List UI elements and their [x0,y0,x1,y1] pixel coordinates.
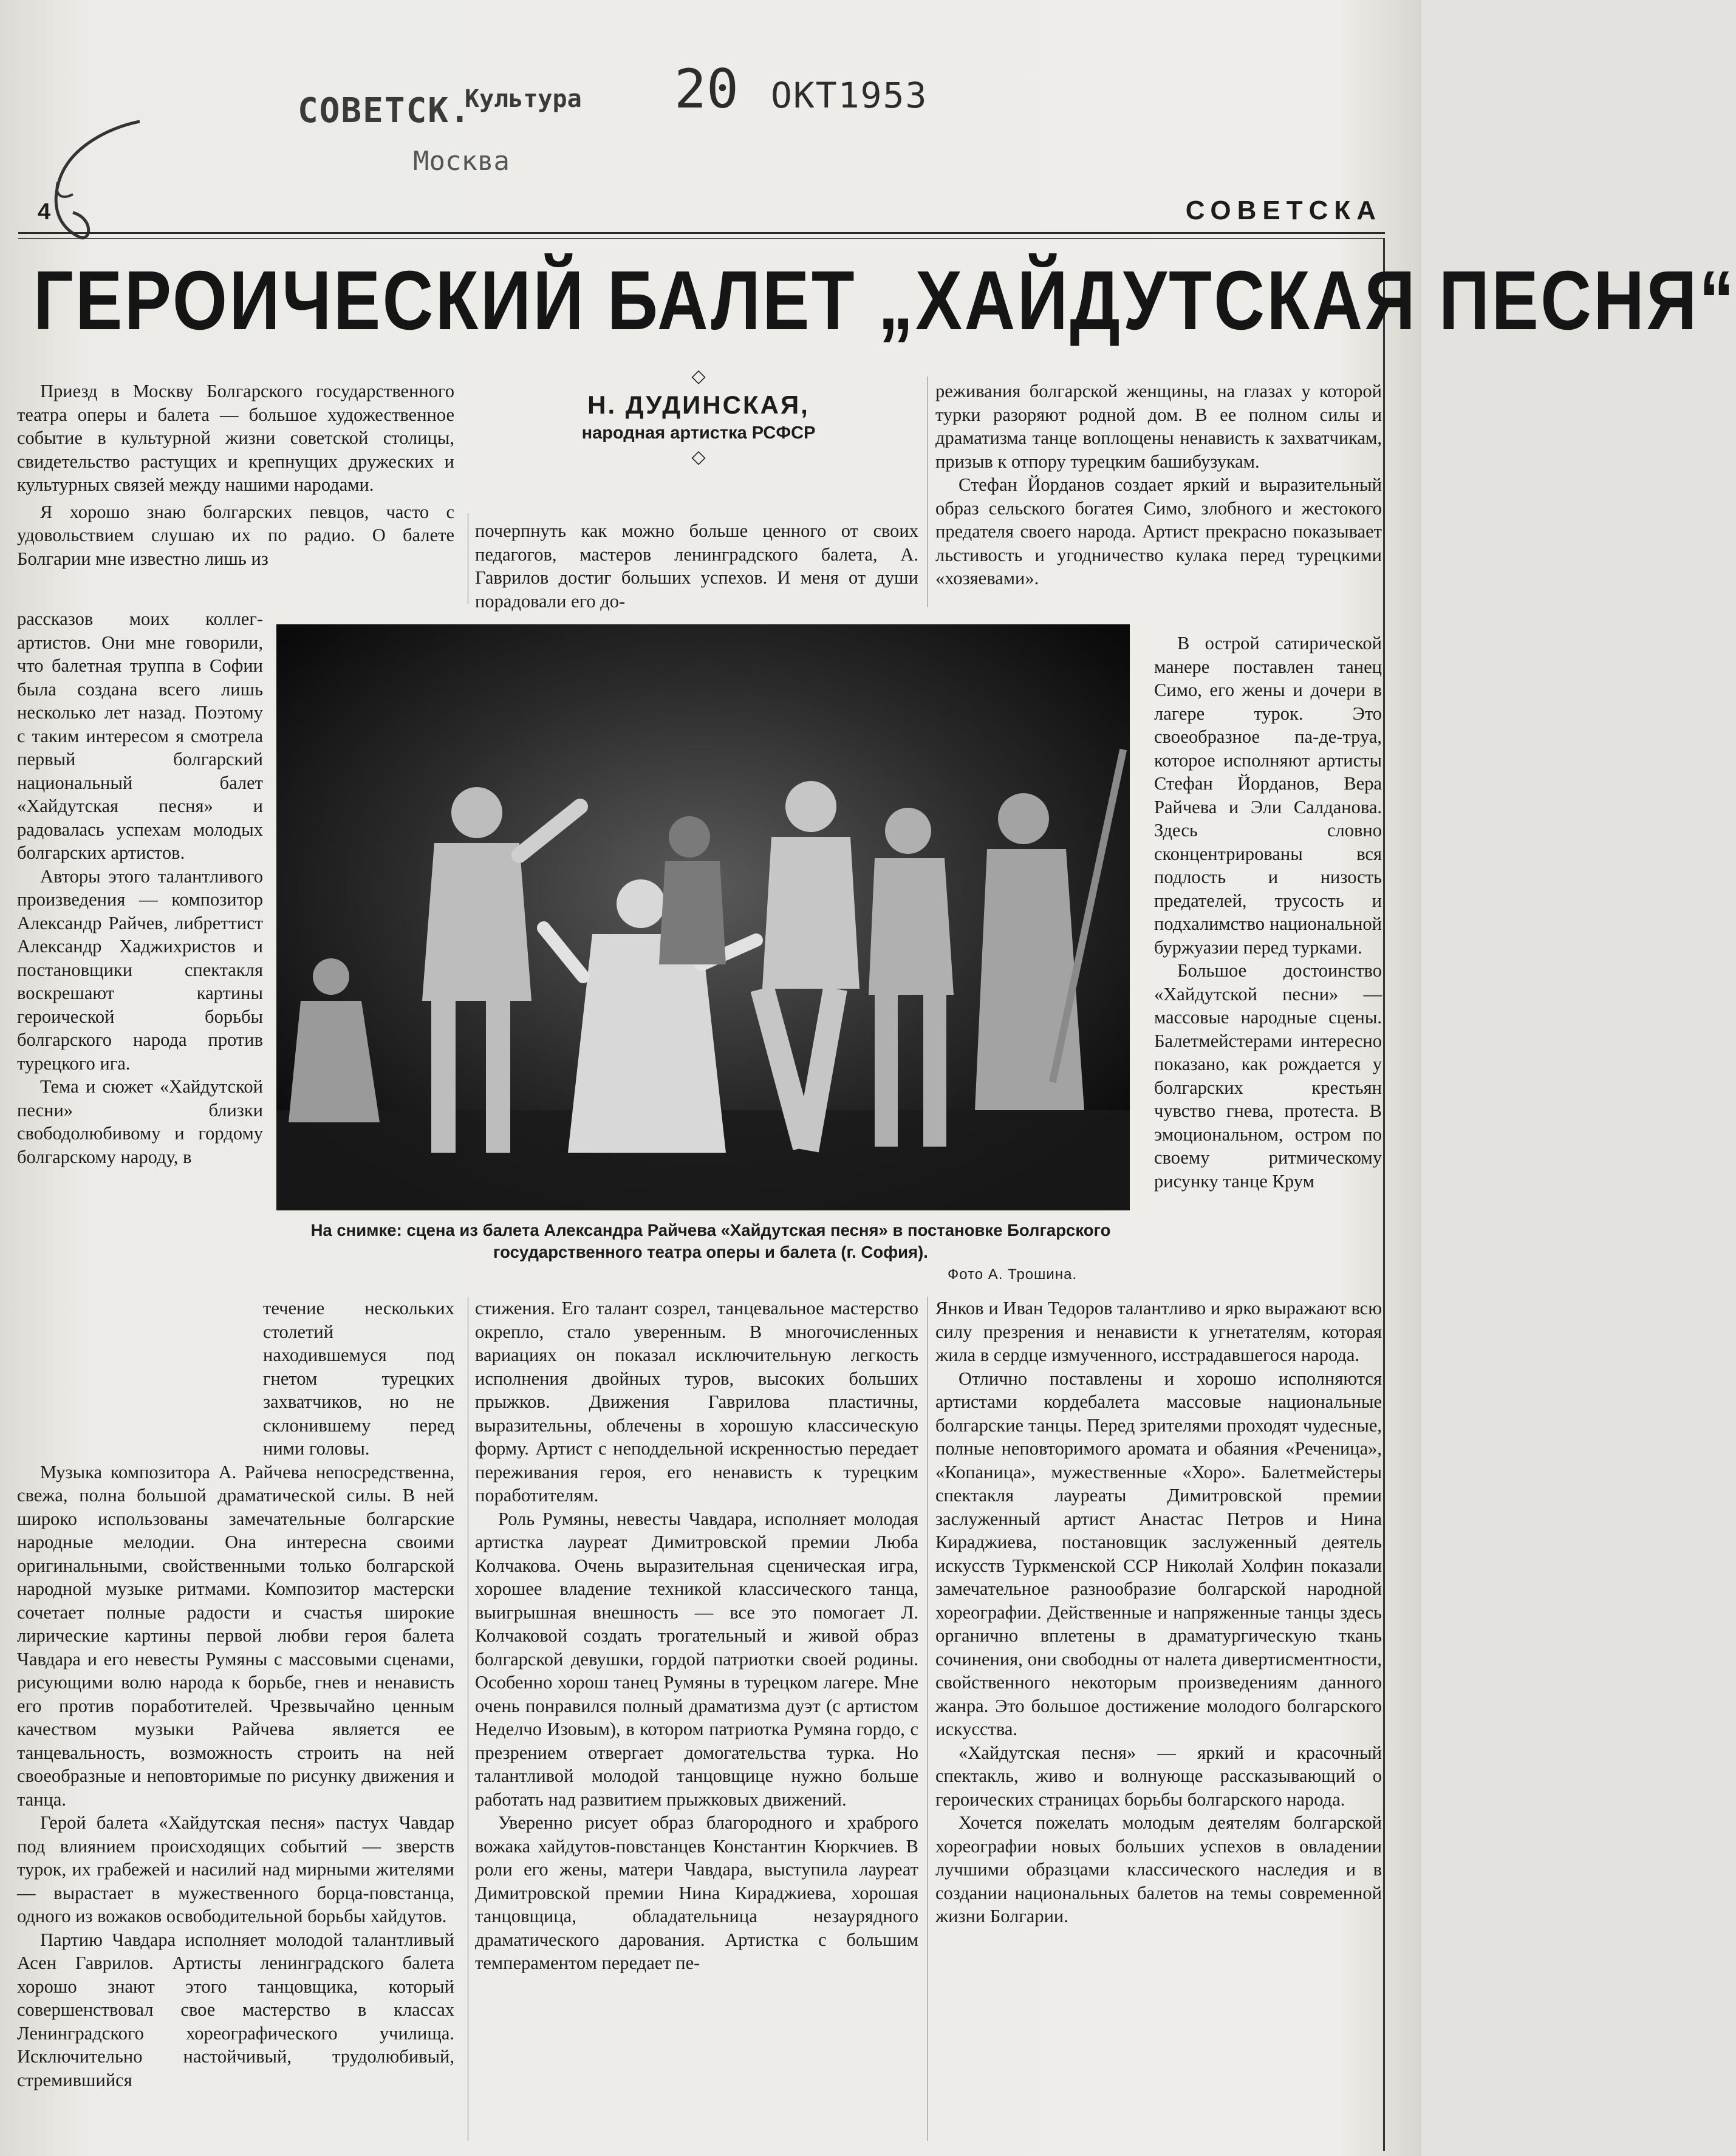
archive-stamp-source: СОВЕТСК. [298,91,471,131]
paragraph: Авторы этого талантливого произведения — композитор Александр Райчев, либреттист Александр Хаджихристов и постановщики спектакля воскрешают картины героической борьбы болгарского народа против турецкого ига. [17,865,263,1074]
paragraph: Уверенно рисует образ благородного и храброго вожака хайдутов-повстанцев Константин Кюркчиев. В роли его жены, матери Чавдара, выступила лауреат Димитровской премии Нина Кираджиева, хорошая танцовщица, обладательница незаурядного драматического дарования. Артистка с большим темпераментом передает пе- [475,1812,918,1973]
paragraph: Тема и сюжет «Хайдутской песни» близки свободолюбивому и гордому болгарскому народу, в [17,1076,263,1167]
column-2-bottom [475,1297,918,1975]
ballet-scene-photo [276,624,1130,1210]
header-rule [18,232,1385,234]
column-1-bottom [17,1297,454,2092]
paragraph: Роль Румяны, невесты Чавдара, исполняет молодая артистка лауреат Димитровской премии Люба Колчакова. Очень выразительная сценическая игра, хорошее владение техникой классического танца, выигрышная внешность — все это помогает Л. Колчаковой создать трогательный и живой образ болгарской девушки, гордой патриотки своей родины. Особенно хорош танец Румяны в турецком лагере. Мне очень понравился полный драматизма дуэт (с артистом Неделчо Изовым), в котором патриотка Румяна гордо, с презрением отвергает домогательства турка. Но талантливой молодой танцовщице нужно больше работать над развитием прыжковых движений. [475,1508,918,1810]
paragraph: стижения. Его талант созрел, танцевальное мастерство окрепло, стало уверенным. В многочисленных вариациях он показал исключительную легкость исполнения двойных туров, высоких больших прыжков. Движения Гаврилова пластичны, выразительны, облечены в хорошую классическую форму. Артист с неподдельной искренностью передает переживания героя, его ненависть к турецким поработителям. [475,1298,918,1506]
paragraph: Музыка композитора А. Райчева непосредственна, свежа, полна большой драматической силы. В ней широко использованы замечательные болгарские народные мелодии. Она интересна своими оригинальными, свойственными только болгарской народной музыке ритмами. Композитор мастерски сочетает полные радости и счастья широкие лирические картины первой любви героя балета Чавдара и его невесты Румяны с массовыми сценами, рисующими волю народа к борьбе, гнев и ненависть его против поработителей. Чрезвычайно ценным качеством музыки Райчева является ее танцевальность, возможность строить на ней своеобразные и неповторимые по рисунку движения и танца. [17,1461,454,1810]
archive-stamp-city: Москва [413,146,510,177]
byline [474,367,923,466]
paragraph: реживания болгарской женщины, на глазах у которой турки разоряют родной дом. В ее полном силы и драматизма танце воплощены ненависть к захватчикам, призыв к отпору турецким башибузукам. [935,381,1382,472]
date-day: 20 [674,58,739,120]
page-edge-line [1383,238,1385,2151]
author-title: народная артистка РСФСР [581,423,816,443]
column-1-top [17,380,454,570]
author-name: Н. ДУДИНСКАЯ, [587,391,810,419]
column-3-beside-photo [1154,632,1382,1193]
column-2-top [475,519,918,613]
column-3-top [935,380,1382,590]
ballet-photo-illustration [276,624,1130,1210]
photo-caption: На снимке: сцена из балета Александра Райчева «Хайдутская песня» в постановке Болгарского государственного театра оперы и балета (г. София). [310,1221,1111,1261]
paragraph: Хочется пожелать молодым деятелям болгарской хореографии новых больших успехов в овладении лучшими образцами классического наследия и в создании национальных балетов на темы современной жизни Болгарии. [935,1812,1382,1926]
paragraph: Отлично поставлены и хорошо исполняются артистами кордебалета массовые национальные болгарские танцы. Перед зрителями проходят чудесные, полные неповторимого аромата и обаяния «Реченица», «Копаница», мужественные «Хоро». Балетмейстеры спектакля лауреаты Димитровской премии заслуженный артист Анастас Петров и Нина Кираджиева, постановщик заслуженный деятель искусств Туркменской ССР Николай Холфин показали замечательное разнообразие болгарской народной хореографии. Действенные и напряженные танцы здесь органично вплетены в драматургическую ткань сочинения, они свободны от налета дивертисментности, свойственного некоторым произведениям данного жанра. Это большое достижение молодого болгарского искусства. [935,1368,1382,1739]
article-headline: ГЕРОИЧЕСКИЙ БАЛЕТ „ХАЙДУТСКАЯ ПЕСНЯ“ [33,254,1736,347]
paragraph: Партию Чавдара исполняет молодой талантливый Асен Гаврилов. Артисты ленинградского балета хорошо знают этого танцовщика, который совершенствовал свое мастерство в классах Ленинградского хореографического училища. Исключительно настойчивый, трудолюбивый, стремившийся [17,1929,454,2090]
paragraph: рассказов моих коллег-артистов. Они мне говорили, что балетная труппа в Софии была создана всего лишь несколько лет назад. Поэтому с таким интересом я смотрела первый болгарский национальный балет «Хайдутская песня» и радовалась успехам молодых болгарских артистов. [17,609,263,863]
paragraph: почерпнуть как можно больше ценного от своих педагогов, мастеров ленинградского балета, А. Гаврилов достиг больших успехов. И меня от души порадовали его до- [475,520,918,612]
header-rule-thin [18,238,1385,239]
paragraph: В острой сатирической манере поставлен танец Симо, его жены и дочери в лагере турок. Это своеобразное па-де-труа, которое исполняют артисты Стефан Йорданов, Вера Райчева и Эли Салданова. Здесь словно сконцентрированы вся подлость и низость предателей, трусость и подхалимство национальной буржуазии перед турками. [1154,633,1382,958]
paragraph: «Хайдутская песня» — яркий и красочный спектакль, живо и волнующе рассказывающий о героических страницах борьбы болгарского народа. [935,1742,1382,1810]
paragraph: Приезд в Москву Болгарского государственного театра оперы и балета — большое художественное событие в культурной жизни советской столицы, свидетельство растущих и крепнущих дружеских и культурных связей между нашими народами. [17,381,454,495]
paragraph: Янков и Иван Тедоров талантливо и ярко выражают всю силу презрения и ненависти к угнетателям, которая жила в сердце измученного, исстрадавшегося народа. [935,1298,1382,1365]
archive-stamp-section: Культура [465,85,582,113]
column-1-beside-photo [17,607,263,1168]
diamond-ornament-icon: ◇ [691,366,706,386]
paragraph: течение нескольких столетий находившемуся под гнетом турецких захватчиков, но не склонившему перед ними головы. [263,1298,454,1459]
date-month-year: ОКТ1953 [770,75,928,116]
archive-stamp-date [674,58,928,120]
paragraph: Стефан Йорданов создает яркий и выразительный образ сельского богатея Симо, злобного и жестокого предателя своего народа. Артист прекрасно показывает льстивость и угодничество кулака перед турецкими «хозяевами». [935,474,1382,588]
photo-credit: Фото А. Трошина. [948,1266,1078,1283]
column-3-bottom [935,1297,1382,1928]
page-number: 4 [38,199,51,225]
paragraph: Я хорошо знаю болгарских певцов, часто с удовольствием слушаю их по радио. О балете Болгарии мне известно лишь из [17,501,454,569]
masthead: СОВЕТСКА [1185,196,1382,225]
diamond-ornament-icon: ◇ [691,447,706,467]
paragraph: Герой балета «Хайдутская песня» пастух Чавдар под влиянием происходящих событий — зверств турок, их грабежей и насилий над мирными жителями — вырастает в мужественного борца-повстанца, одного из вожаков освободительной борьбы хайдутов. [17,1812,454,1926]
paragraph: Большое достоинство «Хайдутской песни» — массовые народные сцены. Балетмейстерами интересно показано, как рождается у болгарских крестьян чувство гнева, протеста. В эмоциональном, остром по своему ритмическому рисунку танце Крум [1154,960,1382,1192]
